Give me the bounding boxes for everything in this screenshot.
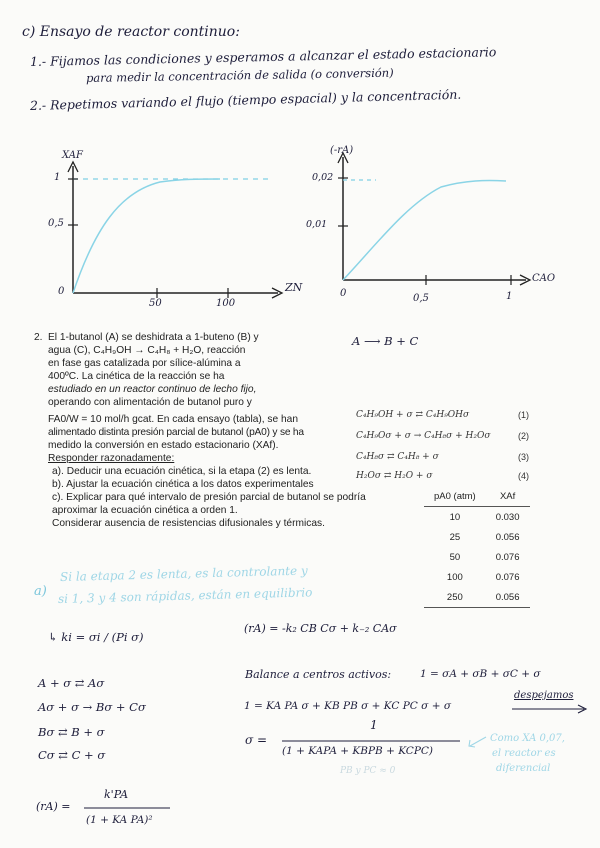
- problem-line: 400ºC. La cinética de la reacción se ha: [48, 371, 225, 383]
- question-c-line1: c). Explicar para qué intervalo de presión parcial de butanol se podría: [52, 492, 366, 503]
- final-rate-denominator: (1 + KA PA)²: [86, 814, 153, 826]
- note-line2: el reactor es: [492, 748, 556, 759]
- problem-line: estudiado en un reactor continuo de lecho fijo,: [48, 384, 257, 396]
- table-row: [424, 527, 530, 547]
- header-xaf: XAf: [486, 486, 530, 507]
- mech-hand-3: Bσ ⇄ B + σ: [38, 725, 105, 739]
- responder-label: Responder razonadamente:: [48, 453, 175, 464]
- balance-equation: 1 = σA + σB + σC + σ: [420, 668, 541, 680]
- mech-eq-1: C₄H₉OH + σ ⇄ C₄H₉OHσ: [356, 410, 470, 420]
- problem-line: operando con alimentación de butanol puro y: [48, 397, 252, 409]
- mech-eq-4: H₂Oσ ⇄ H₂O + σ: [356, 471, 433, 481]
- data-table: [424, 486, 530, 608]
- problem-line: en fase gas catalizada por sílice-alúmina a: [48, 358, 241, 370]
- rate-graph: [316, 145, 546, 305]
- sigma-numerator: 1: [370, 718, 378, 732]
- section-c-step1-line2: para medir la concentración de salida (o conversión): [85, 65, 394, 85]
- mech-num-4: (4): [518, 471, 529, 481]
- table-row: [424, 507, 530, 528]
- question-c-line2: aproximar la ecuación cinética a orden 1.: [52, 505, 238, 516]
- problem-line-9: medido la conversión en estado estacionario (XAf).: [48, 440, 279, 451]
- graph-left-xlabel: ZN: [285, 281, 303, 294]
- solution-a-label: a): [34, 584, 47, 599]
- note-arrow: [466, 735, 488, 749]
- mech-num-2: (2): [518, 431, 529, 441]
- graph-left-ytick-0: 0: [58, 286, 65, 297]
- mech-num-3: (3): [518, 452, 529, 462]
- ki-definition: ↳ ki = σi / (Pi σ): [48, 630, 144, 644]
- table-row: [424, 587, 530, 608]
- conversion-graph: [50, 148, 310, 318]
- note-line1: Como XA 0,07,: [490, 733, 565, 744]
- cell-pa0: 100: [446, 571, 463, 583]
- graph-right-ytick-001: 0,01: [306, 219, 328, 230]
- problem-line: agua (C), C₄H₉OH → C₄H₈ + H₂O, reacción: [48, 345, 246, 357]
- rate-expression: (rA) = -k₂ CB Cσ + k₋₂ CAσ: [244, 622, 397, 635]
- graph-right-xlabel: CAO: [532, 273, 556, 284]
- balance-label: Balance a centros activos:: [245, 668, 392, 681]
- expanded-balance: 1 = KA PA σ + KB PB σ + KC PC σ + σ: [244, 700, 451, 712]
- graph-right-ylabel: (-rA): [330, 145, 354, 156]
- table-row: [424, 547, 530, 567]
- question-a: a). Deducir una ecuación cinética, si la etapa (2) es lenta.: [52, 466, 312, 477]
- mech-num-1: (1): [518, 410, 529, 420]
- cell-xaf: 0.030: [495, 511, 520, 523]
- cell-pa0: 50: [449, 551, 461, 563]
- section-c-heading: c) Ensayo de reactor continuo:: [22, 24, 240, 40]
- problem-line: El 1-butanol (A) se deshidrata a 1-buteno (B) y: [48, 332, 259, 343]
- rate-curve: [343, 181, 506, 280]
- section-c-step1-line1: 1.- Fijamos las condiciones y esperamos a alcanzar el estado estacionario: [29, 44, 497, 69]
- graph-right-xtick-1: 1: [506, 291, 513, 302]
- cell-pa0: 10: [449, 511, 461, 523]
- graph-right-ytick-002: 0,02: [312, 172, 334, 183]
- header-pa0: pA0 (atm): [424, 486, 486, 507]
- cell-xaf: 0.076: [495, 571, 520, 583]
- section-c-step2: 2.- Repetimos variando el flujo (tiempo espacial) y la concentración.: [29, 86, 462, 113]
- problem-line-7: FA0/W = 10 mol/h gcat. En cada ensayo (tabla), se han: [48, 414, 299, 425]
- graph-left-xtick-50: 50: [149, 298, 162, 309]
- note-line3: diferencial: [496, 763, 551, 774]
- problem-line-8: alimentado distinta presión parcial de butanol (pA0) y se ha: [48, 427, 304, 438]
- problem-statement: [48, 331, 338, 410]
- conversion-curve: [73, 179, 220, 293]
- mech-hand-1: A + σ ⇄ Aσ: [38, 676, 105, 690]
- graph-left-xtick-100: 100: [216, 298, 236, 309]
- sigma-lhs: σ =: [245, 733, 268, 747]
- final-fraction-bar: [84, 805, 174, 811]
- final-rate-numerator: k'PA: [104, 788, 129, 801]
- graph-left-ytick-05: 0,5: [48, 218, 64, 229]
- graph-left-ylabel: XAF: [62, 150, 83, 161]
- cell-pa0: 25: [449, 531, 461, 543]
- mech-eq-3: C₄H₈σ ⇄ C₄H₈ + σ: [356, 452, 439, 462]
- table-header-row: [424, 486, 530, 507]
- solution-a-line2: si 1, 3 y 4 son rápidas, están en equilibrio: [57, 585, 313, 606]
- graph-left-ytick-1: 1: [54, 172, 61, 183]
- cell-xaf: 0.076: [495, 551, 520, 563]
- sigma-fraction-bar: [282, 738, 462, 744]
- mech-hand-2: Aσ + σ → Bσ + Cσ: [38, 700, 146, 714]
- sigma-denominator: (1 + KAPA + KBPB + KCPC): [282, 745, 434, 757]
- solution-a-line1: Si la etapa 2 es lenta, es la controlante y: [59, 563, 308, 584]
- despejamos-arrow: [510, 703, 590, 715]
- final-rate-lhs: (rA) =: [36, 800, 71, 813]
- cell-xaf: 0.056: [495, 531, 520, 543]
- cell-xaf: 0.056: [486, 587, 530, 608]
- despejamos-label: despejamos: [514, 690, 574, 701]
- cell-pa0: 250: [424, 587, 486, 608]
- faint-note: PB y PC ≈ 0: [340, 766, 396, 776]
- mech-hand-4: Cσ ⇄ C + σ: [38, 748, 106, 762]
- question-b: b). Ajustar la ecuación cinética a los datos experimentales: [52, 479, 314, 490]
- mech-eq-2: C₄H₉Oσ + σ → C₄H₈σ + H₂Oσ: [356, 431, 491, 441]
- graph-right-xtick-05: 0,5: [413, 293, 429, 304]
- problem-number: 2.: [34, 332, 43, 343]
- question-d: Considerar ausencia de resistencias difusionales y térmicas.: [52, 518, 325, 529]
- graph-right-xtick-0: 0: [340, 288, 347, 299]
- side-reaction: A ⟶ B + C: [352, 334, 419, 348]
- table-row: [424, 567, 530, 587]
